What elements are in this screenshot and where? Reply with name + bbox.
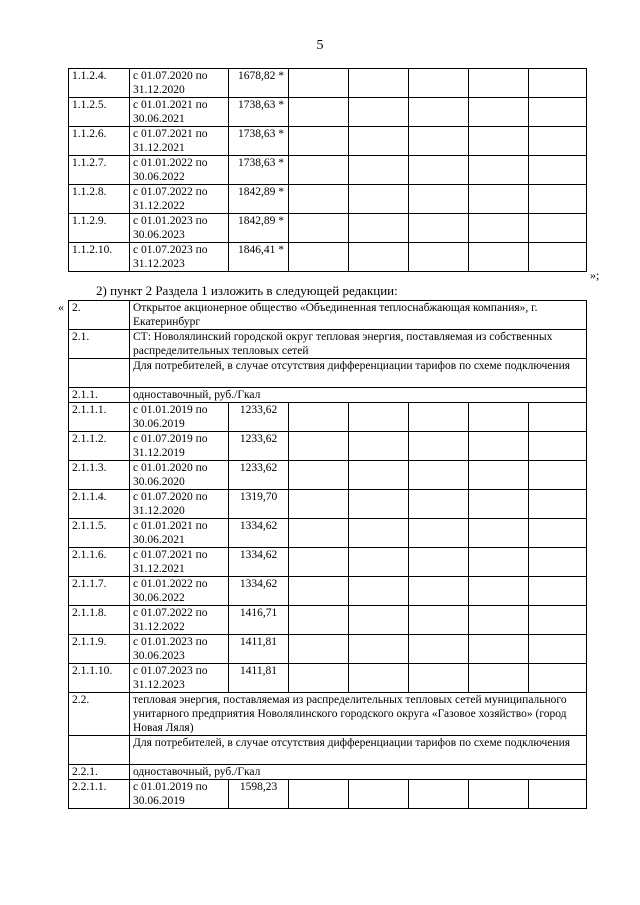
rate-type: одноставочный, руб./Гкал [130,388,587,403]
empty-cell [529,403,587,432]
period-end: 30.06.2022 [133,592,185,604]
empty-cell [469,606,529,635]
row-number: 1.1.2.10. [69,243,130,272]
empty-cell [349,127,409,156]
page-number: 5 [316,38,324,53]
period [130,490,229,519]
period-start: с 01.07.2020 по [133,70,208,82]
tariff-row [69,403,587,432]
period-end: 31.12.2022 [133,200,185,212]
empty-cell [409,780,469,809]
tariff-value: 1334,62 [229,577,289,606]
empty-cell [349,606,409,635]
tariff-value: 1319,70 [229,490,289,519]
period [130,156,229,185]
empty-cell [289,432,349,461]
empty-cell [69,359,130,388]
period-end: 30.06.2021 [133,113,185,125]
period-end: 31.12.2021 [133,563,185,575]
period-start: с 01.07.2021 по [133,128,208,140]
period-start: с 01.07.2023 по [133,244,208,256]
period-end: 30.06.2022 [133,171,185,183]
period-end: 31.12.2022 [133,621,185,633]
row-number: 2.1.1.8. [69,606,130,635]
empty-cell [469,432,529,461]
empty-cell [349,780,409,809]
period-end: 31.12.2023 [133,258,185,270]
row-number: 2.1.1.10. [69,664,130,693]
org-name: Открытое акционерное общество «Объединенная теплоснабжающая компания», г. Екатеринбург [130,301,587,330]
tariff-row [69,490,587,519]
empty-cell [469,635,529,664]
period-end: 31.12.2023 [133,679,185,691]
empty-cell [529,156,587,185]
period [130,664,229,693]
period-end: 30.06.2021 [133,534,185,546]
empty-cell [289,519,349,548]
empty-cell [469,490,529,519]
empty-cell [289,461,349,490]
empty-cell [409,156,469,185]
tariff-value: 1334,62 [229,548,289,577]
row-number: 2.1.1.5. [69,519,130,548]
period [130,461,229,490]
consumers-note: Для потребителей, в случае отсутствия дифференциации тарифов по схеме подключения [130,736,587,765]
empty-cell [469,664,529,693]
empty-cell [409,664,469,693]
period-start: с 01.01.2023 по [133,636,208,648]
tariff-value: 1678,82 * [229,69,289,98]
period-start: с 01.07.2020 по [133,491,208,503]
row-number: 1.1.2.4. [69,69,130,98]
row-number: 1.1.2.6. [69,127,130,156]
empty-cell [529,635,587,664]
empty-cell [409,185,469,214]
row-number: 2.1.1.4. [69,490,130,519]
empty-cell [289,577,349,606]
tariff-value: 1598,23 [229,780,289,809]
empty-cell [409,635,469,664]
empty-cell [409,214,469,243]
empty-cell [349,461,409,490]
empty-cell [349,243,409,272]
empty-cell [469,519,529,548]
empty-cell [349,664,409,693]
consumers-row [69,359,587,388]
period-end: 31.12.2020 [133,84,185,96]
period-start: с 01.07.2022 по [133,607,208,619]
opening-quote: « [58,300,64,314]
empty-cell [469,780,529,809]
empty-cell [469,461,529,490]
empty-cell [409,243,469,272]
closing-quote: »; [590,268,600,282]
empty-cell [289,635,349,664]
empty-cell [409,606,469,635]
empty-cell [289,403,349,432]
empty-cell [289,127,349,156]
empty-cell [409,461,469,490]
tariff-row [69,606,587,635]
row-number: 2.1.1.9. [69,635,130,664]
row-number: 2.1.1.3. [69,461,130,490]
row-number: 1.1.2.7. [69,156,130,185]
row-number: 2.2. [69,693,130,736]
period-end: 30.06.2020 [133,476,185,488]
empty-cell [529,98,587,127]
empty-cell [349,69,409,98]
tariff-value: 1846,41 * [229,243,289,272]
empty-cell [409,519,469,548]
row-number: 2.1.1.7. [69,577,130,606]
tariff-value: 1411,81 [229,635,289,664]
period [130,606,229,635]
consumers-row [69,736,587,765]
period-start: с 01.07.2023 по [133,665,208,677]
empty-cell [349,490,409,519]
empty-cell [349,403,409,432]
period-end: 31.12.2019 [133,447,185,459]
empty-cell [289,606,349,635]
period-start: с 01.01.2019 по [133,781,208,793]
empty-cell [349,548,409,577]
tariff-row [69,548,587,577]
tariff-value: 1233,62 [229,461,289,490]
period-end: 31.12.2020 [133,505,185,517]
consumers-note: Для потребителей, в случае отсутствия дифференциации тарифов по схеме подключения [130,359,587,388]
tariff-row [69,98,587,127]
empty-cell [409,432,469,461]
empty-cell [349,185,409,214]
period-end: 30.06.2023 [133,650,185,662]
section-row [69,330,587,359]
empty-cell [349,156,409,185]
tariff-value: 1411,81 [229,664,289,693]
period [130,185,229,214]
row-number: 2.1.1. [69,388,130,403]
tariff-row [69,432,587,461]
empty-cell [289,185,349,214]
period [130,635,229,664]
period [130,519,229,548]
empty-cell [469,243,529,272]
empty-cell [469,69,529,98]
tariff-row [69,156,587,185]
amendment-instruction: 2) пункт 2 Раздела 1 изложить в следующей редакции: [96,283,398,298]
empty-cell [529,243,587,272]
period-end: 30.06.2019 [133,795,185,807]
empty-cell [529,780,587,809]
row-number: 2.1.1.2. [69,432,130,461]
tariff-value: 1416,71 [229,606,289,635]
period [130,98,229,127]
period-start: с 01.07.2022 по [133,186,208,198]
row-number: 2.2.1.1. [69,780,130,809]
period [130,577,229,606]
empty-cell [529,432,587,461]
row-number: 1.1.2.5. [69,98,130,127]
tariff-table-section-2 [68,300,587,809]
empty-cell [529,519,587,548]
empty-cell [349,577,409,606]
period-start: с 01.01.2021 по [133,99,208,111]
period [130,403,229,432]
period-end: 30.06.2023 [133,229,185,241]
tariff-row [69,69,587,98]
row-number: 1.1.2.8. [69,185,130,214]
empty-cell [409,127,469,156]
empty-cell [529,548,587,577]
empty-cell [349,98,409,127]
rate-row [69,388,587,403]
empty-cell [529,490,587,519]
empty-cell [289,548,349,577]
empty-cell [529,606,587,635]
period-end: 31.12.2021 [133,142,185,154]
empty-cell [529,69,587,98]
tariff-row [69,185,587,214]
tariff-value: 1334,62 [229,519,289,548]
period-start: с 01.01.2023 по [133,215,208,227]
empty-cell [289,780,349,809]
empty-cell [289,490,349,519]
period [130,69,229,98]
empty-cell [409,490,469,519]
empty-cell [469,577,529,606]
empty-cell [469,156,529,185]
period-end: 30.06.2019 [133,418,185,430]
period-start: с 01.07.2021 по [133,549,208,561]
empty-cell [529,664,587,693]
empty-cell [469,214,529,243]
tariff-row [69,127,587,156]
empty-cell [409,69,469,98]
period-start: с 01.01.2019 по [133,404,208,416]
row-number: 2.2.1. [69,765,130,780]
empty-cell [409,577,469,606]
rate-type: одноставочный, руб./Гкал [130,765,587,780]
tariff-row [69,635,587,664]
row-number: 2.1.1.1. [69,403,130,432]
period [130,432,229,461]
tariff-value: 1738,63 * [229,156,289,185]
empty-cell [349,432,409,461]
empty-cell [349,519,409,548]
row-number: 2.1.1.6. [69,548,130,577]
empty-cell [529,577,587,606]
section-row [69,693,587,736]
empty-cell [469,403,529,432]
period [130,243,229,272]
period-start: с 01.01.2022 по [133,578,208,590]
empty-cell [289,98,349,127]
tariff-row [69,664,587,693]
period [130,548,229,577]
period-start: с 01.01.2020 по [133,462,208,474]
empty-cell [69,736,130,765]
empty-cell [289,156,349,185]
period-start: с 01.01.2021 по [133,520,208,532]
empty-cell [409,403,469,432]
empty-cell [289,69,349,98]
empty-cell [469,127,529,156]
empty-cell [409,548,469,577]
row-number: 2. [69,301,130,330]
tariff-row [69,461,587,490]
empty-cell [349,214,409,243]
empty-cell [349,635,409,664]
empty-cell [529,461,587,490]
empty-cell [409,98,469,127]
period [130,780,229,809]
tariff-row [69,577,587,606]
tariff-value: 1738,63 * [229,127,289,156]
section-title: тепловая энергия, поставляемая из распределительных тепловых сетей муниципального унитарного предприятия Новолялинского городского округа «Газовое хозяйство» (город Новая Ляля) [130,693,587,736]
empty-cell [289,214,349,243]
empty-cell [469,185,529,214]
org-row [69,301,587,330]
tariff-value: 1842,89 * [229,214,289,243]
tariff-value: 1842,89 * [229,185,289,214]
section-title: СТ: Новолялинский городской округ тепловая энергия, поставляемая из собственных распределительных тепловых сетей [130,330,587,359]
tariff-value: 1233,62 [229,432,289,461]
empty-cell [529,185,587,214]
period-start: с 01.07.2019 по [133,433,208,445]
tariff-row [69,780,587,809]
empty-cell [529,127,587,156]
tariff-value: 1233,62 [229,403,289,432]
period-start: с 01.01.2022 по [133,157,208,169]
row-number: 1.1.2.9. [69,214,130,243]
row-number: 2.1. [69,330,130,359]
empty-cell [529,214,587,243]
empty-cell [289,664,349,693]
period [130,127,229,156]
tariff-row [69,519,587,548]
tariff-row [69,243,587,272]
tariff-table-continued [68,68,587,272]
tariff-row [69,214,587,243]
rate-row [69,765,587,780]
empty-cell [289,243,349,272]
period [130,214,229,243]
tariff-value: 1738,63 * [229,98,289,127]
empty-cell [469,548,529,577]
empty-cell [469,98,529,127]
